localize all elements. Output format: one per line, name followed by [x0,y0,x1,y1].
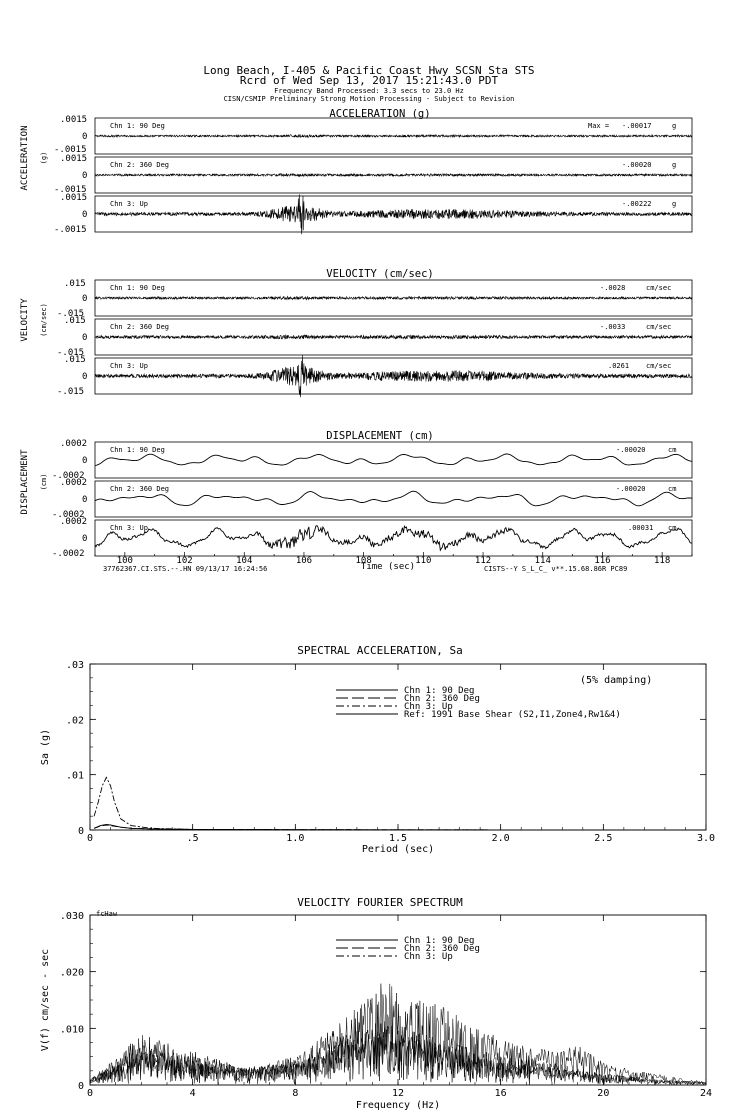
velocity-chn2-tick-bottom: -.015 [57,348,85,358]
fourier-x-tick-label: 0 [86,1088,94,1099]
spectral-x-tick-label: 0 [86,833,94,844]
time-tick-label: 100 [116,556,133,566]
fourier-y-tick-label: .020 [59,967,84,979]
displacement-chn2-tick-top: .0002 [60,478,88,488]
fourier-x-tick-label: 8 [292,1088,299,1099]
time-tick-label: 106 [295,556,313,566]
record-id-footer: 37762367.CI.STS.--.HN 09/13/17 16:24:56 [103,565,268,573]
spectral-damping-note: (5% damping) [580,675,653,686]
spectral-axis-ticks [66,660,715,844]
displacement-chn3-tick-zero: 0 [82,534,88,544]
acceleration-chn3-max: -.00222 [622,200,652,208]
velocity-chn2-max: -.0033 [600,323,626,331]
fourier-plot-frame [90,915,706,1085]
displacement-chn3-frame [95,520,692,556]
displacement-chn1-max: -.00020 [616,446,646,454]
spectral-y-tick-label: 0 [77,826,84,837]
acceleration-chn1-tick-zero: 0 [82,132,88,142]
fourier-corner-label: fcHaw [96,910,118,918]
spectral-y-tick-label: .02 [65,715,84,727]
velocity-title: VELOCITY (cm/sec) [326,268,434,280]
displacement-chn3-unit: cm [668,524,677,532]
spectral-y-tick-label: .01 [65,770,84,782]
acceleration-chn2-label: Chn 2: 360 Deg [110,161,170,169]
displacement-chn1-label: Chn 1: 90 Deg [110,446,165,454]
acceleration-chn3-trace [95,194,692,234]
velocity-chn2-tick-top: .015 [64,316,86,326]
acceleration-channel-1 [60,115,692,154]
acceleration-max-prefix: Max = [588,122,610,130]
fourier-y-tick-label: .030 [59,911,84,922]
acceleration-chn3-tick-bottom: -.0015 [54,225,87,235]
spectral-y-tick-label: .03 [65,660,84,671]
acceleration-chn2-tick-bottom: -.0015 [54,185,87,195]
acceleration-chn3-unit: g [672,200,677,208]
spectral-x-tick-label: 3.0 [696,833,716,844]
acceleration-channel-2 [54,145,692,193]
fourier-x-tick-label: 24 [699,1088,713,1099]
fourier-legend-chn2: Chn 2: 360 Deg [404,944,480,954]
time-tick-label: 114 [534,556,551,566]
acceleration-chn1-trace [95,135,692,138]
spectral-legend-chn1: Chn 1: 90 Deg [404,686,475,696]
time-tick-label: 104 [236,556,253,566]
velocity-chn3-unit: cm/sec [646,362,672,370]
displacement-chn3-max: .00031 [628,524,654,532]
velocity-unit-label: (cm/sec) [40,303,48,337]
spectral-legend-chn2: Chn 2: 360 Deg [404,694,480,704]
header-band: Frequency Band Processed: 3.3 secs to 23.0 Hz [274,87,464,95]
displacement-chn1-tick-zero: 0 [82,456,88,466]
velocity-chn2-trace [95,335,692,339]
spectral-y-label: Sa (g) [40,728,51,766]
time-axis-label: Time (sec) [360,562,416,572]
displacement-chn2-tick-bottom: -.0002 [52,510,85,520]
acceleration-chn2-trace [95,174,692,177]
displacement-channel-1 [60,439,692,478]
displacement-unit-label: (cm) [40,473,48,491]
spectral-title: SPECTRAL ACCELERATION, Sa [297,644,463,657]
time-tick-label: 102 [176,556,193,566]
displacement-title: DISPLACEMENT (cm) [326,430,434,442]
velocity-chn3-trace [95,355,692,397]
fourier-legend [336,936,480,962]
spectral-x-tick-label: 2.5 [594,833,613,844]
header-record: Rcrd of Wed Sep 13, 2017 15:21:43.0 PDT [239,74,499,87]
acceleration-chn3-tick-top: .0015 [60,193,88,203]
acceleration-chn2-max: -.00020 [622,161,652,169]
velocity-side-label: VELOCITY [20,298,30,342]
displacement-chn3-label: Chn 3: Up [110,524,148,532]
fourier-x-tick-label: 20 [597,1088,610,1099]
displacement-chn2-max: -.00020 [616,485,646,493]
spectral-plot-frame [90,664,706,830]
displacement-chn1-tick-bottom: -.0002 [52,471,85,481]
spectral-legend [336,686,621,720]
fourier-x-tick-label: 12 [391,1088,405,1099]
velocity-chn1-trace [95,296,692,299]
displacement-chn3-tick-bottom: -.0002 [52,549,85,559]
acceleration-chn2-unit: g [672,161,677,169]
spectral-x-tick-label: 2.0 [491,833,510,844]
fourier-x-tick-label: 4 [189,1088,196,1099]
displacement-chn2-label: Chn 2: 360 Deg [110,485,170,493]
fourier-y-tick-label: 0 [77,1081,84,1092]
time-tick-label: 118 [654,556,671,566]
fourier-spectrum-chart [40,896,712,1111]
spectral-x-tick-label: 1.0 [286,833,305,844]
acceleration-chn3-tick-zero: 0 [82,210,88,220]
fourier-title: VELOCITY FOURIER SPECTRUM [297,896,463,909]
displacement-chn1-trace [95,454,692,465]
time-tick-label: 112 [474,556,492,566]
acceleration-channel-3 [54,185,692,235]
fourier-x-label: Frequency (Hz) [355,1100,441,1111]
velocity-chn1-tick-zero: 0 [82,294,88,304]
displacement-chn2-unit: cm [668,485,677,493]
velocity-chn2-tick-zero: 0 [82,333,88,343]
spectral-acceleration-chart [40,644,715,855]
acceleration-side-label: ACCELERATION [20,125,30,191]
spectral-legend-ref: Ref: 1991 Base Shear (S2,I1,Zone4,Rw1&4) [404,710,621,720]
acceleration-title: ACCELERATION (g) [329,108,431,120]
displacement-chn2-tick-zero: 0 [82,495,88,505]
velocity-chn3-tick-top: .015 [64,355,86,365]
acceleration-panel [20,108,692,235]
spectral-series-chn3 [94,777,706,830]
spectral-legend-chn3: Chn 3: Up [404,702,453,712]
time-tick-label: 108 [355,556,372,566]
fourier-y-tick-label: .010 [59,1024,84,1036]
acceleration-chn2-tick-zero: 0 [82,171,88,181]
acceleration-chn1-label: Chn 1: 90 Deg [110,122,165,130]
time-tick-label: 116 [594,556,611,566]
displacement-side-label: DISPLACEMENT [20,449,30,515]
acceleration-unit-label: (g) [40,151,48,165]
acceleration-chn1-max: -.00017 [622,122,652,130]
acceleration-chn2-tick-top: .0015 [60,154,88,164]
velocity-chn1-tick-bottom: -.015 [57,309,85,319]
velocity-chn2-unit: cm/sec [646,323,672,331]
acceleration-chn1-tick-top: .0015 [60,115,88,125]
displacement-panel [20,430,692,573]
velocity-chn1-max: -.0028 [600,284,626,292]
velocity-chn3-tick-bottom: -.015 [57,387,85,397]
displacement-chn1-tick-top: .0002 [60,439,88,449]
velocity-panel [20,268,692,397]
time-tick-label: 110 [415,556,432,566]
spectral-x-tick-label: 1.5 [388,833,408,844]
acceleration-chn1-unit: g [672,122,677,130]
fourier-series-chn2 [90,1022,706,1085]
acceleration-chn1-tick-bottom: -.0015 [54,145,87,155]
acceleration-chn3-label: Chn 3: Up [110,200,148,208]
spectral-x-tick-label: .5 [186,833,199,844]
header-disclaimer: CISN/CSMIP Preliminary Strong Motion Processing - Subject to Revision [223,95,515,103]
velocity-chn3-label: Chn 3: Up [110,362,148,370]
header-station: Long Beach, I-405 & Pacific Coast Hwy SCSN Sta STS [203,64,535,77]
displacement-chn3-tick-top: .0002 [60,517,88,527]
displacement-chn3-trace [95,526,692,551]
processing-code-footer: CISTS--Y S_L_C_ v**.15.68.86R PC89 [484,565,628,573]
velocity-chn1-tick-top: .015 [64,279,86,289]
fourier-x-tick-label: 16 [494,1088,507,1099]
velocity-chn3-tick-zero: 0 [82,372,88,382]
velocity-chn2-label: Chn 2: 360 Deg [110,323,170,331]
fourier-y-label: V(f) cm/sec - sec [40,948,51,1052]
velocity-channel-1 [64,279,692,316]
velocity-chn1-label: Chn 1: 90 Deg [110,284,165,292]
velocity-chn1-unit: cm/sec [646,284,672,292]
fourier-legend-chn3: Chn 3: Up [404,952,453,962]
spectral-x-label: Period (sec) [361,844,435,855]
velocity-chn3-max: .0261 [608,362,630,370]
fourier-legend-chn1: Chn 1: 90 Deg [404,936,475,946]
displacement-chn1-unit: cm [668,446,677,454]
displacement-chn2-trace [95,491,692,506]
